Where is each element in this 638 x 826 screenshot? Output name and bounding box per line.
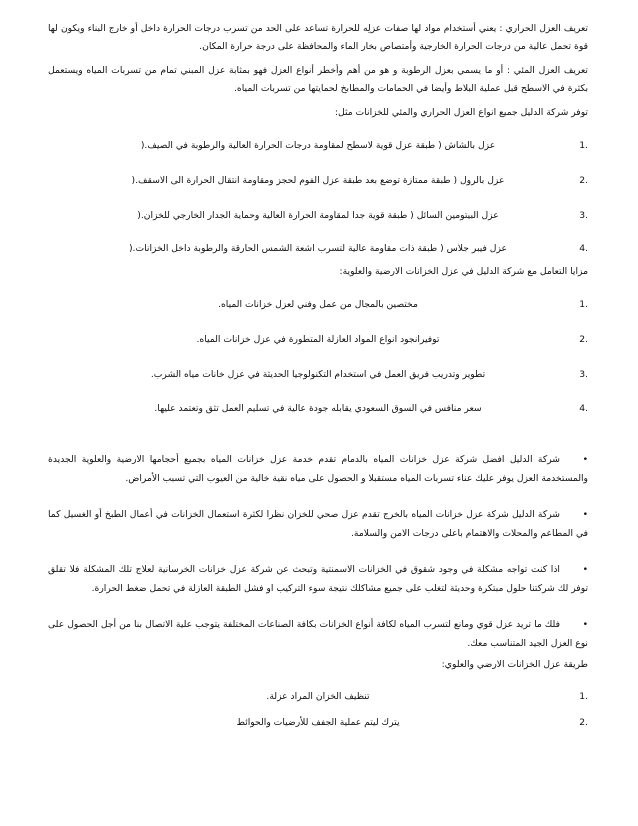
bullet-paragraph	[48, 560, 588, 598]
bullet-paragraph	[48, 505, 588, 543]
advantages-list-item	[48, 400, 588, 418]
list-item-text: تطوير وتدريب فريق العمل في استخدام التكنولوجيا الحديثة في عزل خانات مياه الشرب.	[150, 369, 486, 380]
list-number: 3.	[579, 210, 588, 221]
list-number: 3.	[579, 369, 588, 380]
types-list-item	[48, 137, 588, 155]
list-item-text: مختصين بالمجال من عمل وفني لعزل خزانات المياه.	[218, 299, 418, 310]
list-number: 4.	[579, 403, 588, 414]
advantages-list-item	[48, 366, 588, 384]
types-list-item	[48, 240, 588, 258]
advantages-heading: مزايا التعامل مع شركة الدليل في عزل الخزانات الارضية والعلوية:	[339, 266, 588, 277]
list-number: 1.	[579, 691, 588, 702]
method-heading: طريقة عزل الخزانات الارضي والعلوي:	[441, 659, 588, 670]
list-item-text: عزل البيتومين السائل ( طبقة قوية جدا لمقاومة الحرارة العالية وحماية الجدار الخارجي للخزان.(	[137, 210, 499, 221]
bullet-icon: •	[582, 564, 588, 575]
list-item-text: عزل فيبر جلاس ( طبقة ذات مقاومة عالية لتسرب اشعة الشمس الحارقة والرطوبة داخل الخزانات.(	[128, 243, 508, 254]
bullet-icon: •	[582, 509, 588, 520]
list-item-text: عزل بالشاش ( طبقة عزل قوية لاسطح لمقاومة درجات الحرارة العالية والرطوبة في الصيف.(	[140, 140, 496, 151]
bullet-icon: •	[582, 454, 588, 465]
bullet-paragraph	[48, 615, 588, 653]
list-item-text: سعر منافس في السوق السعودي يقابله جودة عالية في تسليم العمل تثق وتعتمد عليها.	[154, 403, 482, 414]
thermal-insulation-definition: تعريف العزل الحراري : يعني أستخدام مواد لها صفات عزلِه للحرارة تساعد على الحد من تسرب درجات الحرارة داخل أو خارج البناء ويكون لها قوة تحمل عالية من درجات الحرارة الخارجية وأمتصاص بخار الماء والمحافظة على درجة حرارة المكان.	[48, 23, 588, 52]
bullet-text: شركة الدليل شركة عزل خزانات المياه بالخرج تقدم عزل صحي للخزان نظرا لكثرة استعمال الخزانات في أعمال الطبخ أو الغسيل كما في المطاعم والمحلات والاهتمام باعلى درجات الامن والسلامة.	[48, 509, 588, 539]
water-insulation-definition: تعريف العزل المئي : أو ما يسمي بعزل الرطوبة و هو من أهم وأخطر أنواع العزل فهو بمثابة عزل المبني تمام من تسربات المياه ويستعمل بكثرة في الاسطح قبل عملية البلاط وأيضا في الحمامات والمطابخ لحمايتها من تسربات المياه.	[48, 65, 588, 94]
bullet-text: شركة الدليل افضل شركة عزل خزانات المياه بالدمام تقدم خدمة عزل خزانات المياه بجميع أحجامها الارضية والعلوية الجديدة والمستخدمة العزل يوفر عليك عناء تسربات المياه مستقبلا و الحصول على مياه نقية خالية من العيوب التي تسبب الأمراض.	[48, 454, 588, 484]
bullet-text: فلك ما تريد عزل قوي ومانع لتسرب المياه لكافة أنواع الخزانات بكافة الصناعات المختلفة يتوجب علية الاتصال بنا من أجل الحصول على نوع العزل الجيد المتناسب معك.	[48, 619, 588, 649]
method-list-item	[48, 714, 588, 732]
list-number: 4.	[579, 243, 588, 254]
list-number: 2.	[579, 717, 588, 728]
bullet-icon: •	[582, 619, 588, 630]
types-list-item	[48, 172, 588, 190]
list-number: 2.	[579, 175, 588, 186]
list-number: 1.	[579, 140, 588, 151]
method-list-item	[48, 688, 588, 706]
types-heading: توفر شركة الدليل جميع انواع العزل الحراري والمئي للخزانات مثل:	[334, 107, 588, 118]
list-item-text: عزل بالرول ( طبقة ممتازة توضع بعد طبقة عزل الفوم لحجز ومقاومة انتقال الحرارة الى الاسقف.(	[131, 175, 505, 186]
list-item-text: يترك ليتم عملية الجفف للأرضيات والحوائط	[236, 717, 400, 728]
list-item-text: توفيرانجود انواع المواد العازلة المتطورة في عزل خزانات المياه.	[196, 334, 440, 345]
list-item-text: تنظيف الخزان المراد عزلة.	[266, 691, 370, 702]
advantages-list-item	[48, 296, 588, 314]
bullet-text: اذا كنت تواجه مشكلة في وجود شقوق في الخزانات الاسمنتية وتبحث عن شركة عزل خزانات الخرسانية لعلاج تلك المشكلة فلا تقلق توفر لك شركتنا حلول مبتكرة وحديثة لتغلب على جميع مشاكلك نتيجة سوء التركيب او فشل الطبقة العازلة في تحمل ضغط الحرارة.	[48, 564, 588, 594]
bullet-paragraph	[48, 450, 588, 488]
list-number: 1.	[579, 299, 588, 310]
types-list-item	[48, 207, 588, 225]
advantages-list-item	[48, 331, 588, 349]
list-number: 2.	[579, 334, 588, 345]
